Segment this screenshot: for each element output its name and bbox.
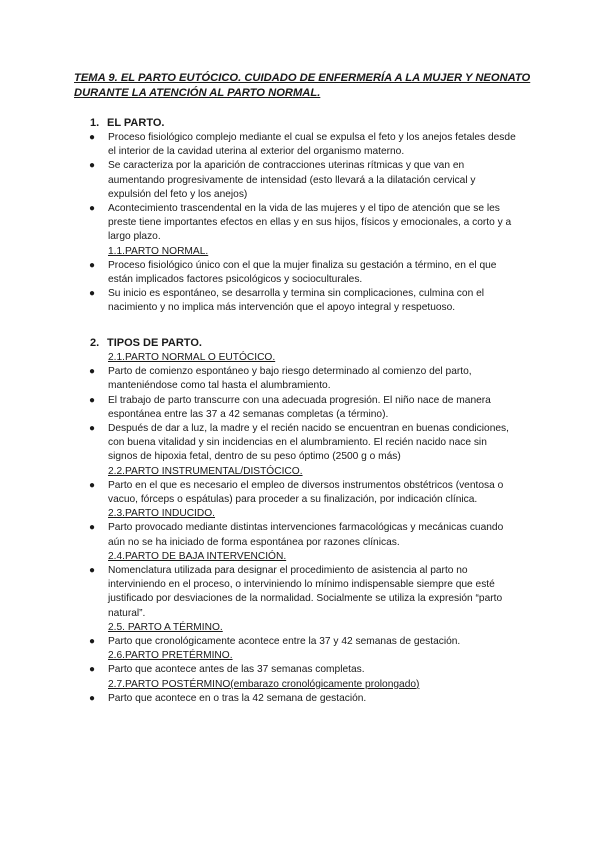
section-heading (90, 116, 164, 130)
list-item (0, 564, 518, 621)
list-item (0, 521, 518, 549)
bullet-icon: ● (89, 522, 96, 534)
list-item-text: Proceso fisiológico único con el que la mujer finaliza su gestación a término, en el que están implicados factores psicológicos y socioculturales. (108, 259, 497, 286)
list-item (0, 202, 518, 245)
list-item (0, 479, 518, 507)
list-item (0, 635, 518, 649)
list-item-text: Acontecimiento trascendental en la vida de las mujeres y el tipo de atención que se les preste tiene importantes efectos en ellas y en sus hijos, físicos y emocionales, a corto y a largo plazo. (108, 203, 512, 243)
subsection-heading: 2.7.PARTO POSTÉRMINO(embarazo cronológicamente prolongado) (108, 678, 420, 690)
subsection-heading: 2.2.PARTO INSTRUMENTAL/DISTÓCICO. (108, 465, 303, 477)
list-item-text: Proceso fisiológico complejo mediante el cual se expulsa el feto y los anejos fetales desde el interior de la cavidad uterina al exterior del organismo materno. (108, 132, 516, 158)
subsection-heading: 2.3.PARTO INDUCIDO. (108, 508, 215, 520)
section-heading (90, 336, 202, 350)
list-item (0, 394, 518, 422)
section-number: 2. (90, 337, 100, 349)
list-item (0, 663, 518, 677)
section-number: 1. (90, 117, 100, 129)
list-item (0, 159, 518, 202)
subsection-heading: 2.4.PARTO DE BAJA INTERVENCIÓN. (108, 550, 287, 562)
list-item-text: Se caracteriza por la aparición de contracciones uterinas rítmicas y que van en aumentando progresivamente de intensidad (esto llevará a la dilatación cervical y expulsión del feto y los anejos) (108, 160, 476, 200)
list-item (0, 365, 518, 393)
list-item-text: Parto provocado mediante distintas intervenciones farmacológicas y mecánicas cuando aún no se ha iniciado de forma espontánea por razones clínicas. (108, 522, 504, 548)
document-title: TEMA 9. EL PARTO EUTÓCICO. CUIDADO DE ENFERMERÍA A LA MUJER Y NEONATO DURANTE LA ATENCIÓN AL PARTO NORMAL. (74, 72, 531, 99)
list-item-text: Parto que cronológicamente acontece entre la 37 y 42 semanas de gestación. (108, 636, 461, 648)
bullet-list (0, 351, 600, 706)
bullet-icon: ● (89, 288, 96, 300)
list-item (0, 131, 518, 159)
bullet-icon: ● (89, 636, 96, 648)
list-item-text: Nomenclatura utilizada para designar el procedimiento de asistencia al parto no interviniendo en el proceso, o interviniendo lo mínimo indispensable siempre que esté justificado por desviaciones de la normalidad. Socialmente se utiliza la expresión “parto natural”. (108, 565, 503, 619)
list-item-text: Parto que acontece antes de las 37 semanas completas. (108, 664, 365, 676)
bullet-icon: ● (89, 664, 96, 676)
bullet-icon: ● (89, 203, 96, 215)
bullet-list (0, 131, 600, 316)
section-title: TIPOS DE PARTO. (107, 337, 202, 349)
list-item (0, 259, 518, 287)
subsection-heading: 2.1.PARTO NORMAL O EUTÓCICO. (108, 352, 276, 363)
list-item-text: Parto de comienzo espontáneo y bajo riesgo determinado al comienzo del parto, manteniéndose como tal hasta el alumbramiento. (108, 366, 472, 392)
section-title: EL PARTO. (107, 117, 165, 129)
bullet-icon: ● (89, 479, 96, 491)
bullet-icon: ● (89, 160, 96, 172)
list-item-text: Su inicio es espontáneo, se desarrolla y termina sin complicaciones, culmina con el nacimiento y no implica más intervención que el apoyo integral y respetuoso. (108, 288, 484, 314)
list-item (0, 692, 518, 706)
bullet-icon: ● (89, 394, 96, 406)
subsection-heading: 1.1.PARTO NORMAL. (108, 245, 209, 257)
list-item (0, 422, 518, 465)
bullet-icon: ● (89, 423, 96, 435)
list-item-text: El trabajo de parto transcurre con una adecuada progresión. El niño nace de manera espontánea entre las 37 a 42 semanas completas (a término). (108, 394, 491, 420)
list-item-text: Parto que acontece en o tras la 42 semana de gestación. (108, 692, 367, 704)
bullet-icon: ● (89, 132, 96, 143)
subsection-heading: 2.6.PARTO PRETÉRMINO. (108, 650, 233, 662)
list-item-text: Parto en el que es necesario el empleo de diversos instrumentos obstétricos (ventosa o vacuo, fórceps o espátulas) para proceder a su finalización, por indicación clínica. (108, 479, 504, 506)
list-item (0, 287, 518, 315)
bullet-icon: ● (89, 366, 96, 378)
list-item-text: Después de dar a luz, la madre y el recién nacido se encuentran en buenas condiciones, con buena vitalidad y sin incidencias en el alumbramiento. El recién nacido nace sin signos de hipoxia fetal, dentro de su peso óptimo (2500 g o más) (108, 423, 509, 463)
bullet-icon: ● (89, 259, 96, 271)
subsection-heading: 2.5. PARTO A TÉRMINO. (108, 621, 223, 633)
bullet-icon: ● (89, 565, 96, 577)
bullet-icon: ● (89, 692, 96, 704)
